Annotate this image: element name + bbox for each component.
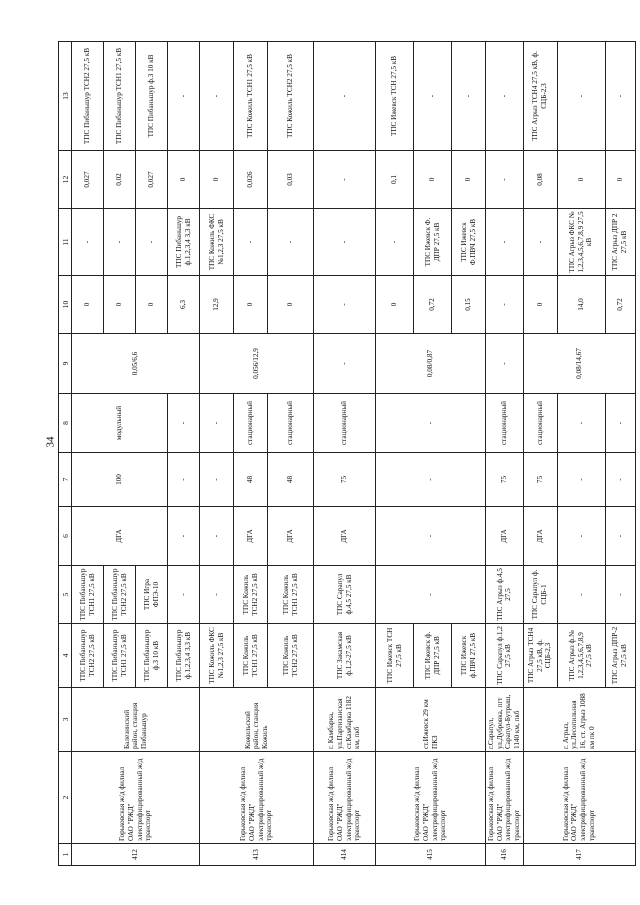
organization-cell: Горьковская ж/д филиал ОАО "РЖД" электрифицированный ж/д транспорт (486, 752, 524, 844)
row-number: 415 (376, 844, 486, 866)
col-header: 13 (59, 42, 72, 151)
cell: - (605, 394, 635, 453)
cell: ТПС Кожиль ФКС №1,2,3 27,5 кВ (200, 624, 234, 688)
cell: - (314, 209, 376, 276)
cell: - (72, 209, 104, 276)
cell: - (376, 209, 414, 276)
cell: ДГА (314, 507, 376, 566)
cell: 75 (523, 453, 557, 507)
cell: 0,72 (414, 276, 452, 334)
cell: ТПС Пибаньшур ТСН1 27,5 кВ (104, 42, 136, 151)
cell: стационарный (486, 394, 524, 453)
cell: - (104, 209, 136, 276)
cell: стационарный (523, 394, 557, 453)
cell: 0 (168, 151, 200, 209)
cell: 0 (376, 276, 414, 334)
cell: - (486, 209, 524, 276)
cell: - (200, 42, 234, 151)
cell: - (234, 209, 268, 276)
cell: 0,026 (234, 151, 268, 209)
cell: - (376, 507, 486, 566)
cell: - (314, 276, 376, 334)
cell: 0,03 (268, 151, 314, 209)
cell: 6,3 (168, 276, 200, 334)
cell: ТПС Ижевск ТСН 27,5 кВ (376, 624, 414, 688)
cell: - (486, 151, 524, 209)
cell: - (486, 334, 524, 394)
cell: ТПС Кожиль ТСН1 27,5 кВ (234, 624, 268, 688)
cell: 0,15 (452, 276, 486, 334)
cell: 75 (314, 453, 376, 507)
cell: - (376, 566, 486, 624)
col-header: 8 (59, 394, 72, 453)
cell: - (200, 453, 234, 507)
cell: ТПС Пибаньшур ф.3 10 кВ (136, 624, 168, 688)
row-number: 417 (523, 844, 635, 866)
cell: 0,72 (605, 276, 635, 334)
organization-cell: Горьковская ж/д филиал ОАО "РЖД" электрифицированный ж/д транспорт (376, 752, 486, 844)
cell: стационарный (234, 394, 268, 453)
cell: - (168, 42, 200, 151)
row-number: 412 (72, 844, 200, 866)
cell: 48 (268, 453, 314, 507)
location-cell: г. Агрыз, ул.Лесопильная 16, ст. Агрыз 1088 км пк 0 (523, 688, 635, 752)
cell: ТПС Пибаньшур ТСН2 27,5 кВ (72, 42, 104, 151)
row-number: 414 (314, 844, 376, 866)
cell: 0 (414, 151, 452, 209)
cell: ТПС Агрыз ф.4,5 27,5 (486, 566, 524, 624)
cell: 0,056/12,9 (200, 334, 314, 394)
location-cell: г. Камбарка, ул.Партизанская ст.Камбарка 1182 км, пкб (314, 688, 376, 752)
col-header: 3 (59, 688, 72, 752)
cell: ТПС Сарапул ф.4,5 27,5 кВ (314, 566, 376, 624)
cell: ТПС Пибаньшур ТСН2 27,5 кВ (104, 566, 136, 624)
cell: стационарный (314, 394, 376, 453)
data-table (58, 41, 636, 866)
cell: - (376, 394, 486, 453)
cell: ТПС Ижевск Ф. ДПР 27,5 кВ (414, 209, 452, 276)
cell: ДГА (523, 507, 557, 566)
cell: - (486, 42, 524, 151)
cell: - (605, 566, 635, 624)
col-header: 12 (59, 151, 72, 209)
cell: ТПС Ижевск ф.ПВЧ 27,5 кВ (452, 624, 486, 688)
location-cell: Кожильский район, станция Кожиль (200, 688, 314, 752)
location-cell: Балезинский район, станция Пибаньшур (72, 688, 200, 752)
cell: 0 (523, 276, 557, 334)
cell: 0,08/14,67 (523, 334, 635, 394)
cell: ТПС Сарапул ф. СЦБ-1 (523, 566, 557, 624)
cell: 0 (557, 151, 605, 209)
cell: ТПС Агрыз ТСН4 27,5 кВ, ф. СЦБ-2,3 (523, 42, 557, 151)
cell: - (168, 566, 200, 624)
cell: ТПС Кожиль ФКС №1,2,3 27,5 кВ (200, 209, 234, 276)
cell: стационарный (268, 394, 314, 453)
cell: ТПС Кожиль ТСН2 27,5 кВ (268, 624, 314, 688)
cell: - (605, 42, 635, 151)
cell: 14,0 (557, 276, 605, 334)
cell: - (168, 453, 200, 507)
cell: - (314, 151, 376, 209)
cell: 0 (200, 151, 234, 209)
col-header: 4 (59, 624, 72, 688)
col-header: 9 (59, 334, 72, 394)
cell: 0 (234, 276, 268, 334)
cell: - (452, 42, 486, 151)
cell: 0,08/0,87 (376, 334, 486, 394)
cell: ТПС Агрыз ТСН4 27,5 кВ, ф. СЦБ-2,3 (523, 624, 557, 688)
organization-cell: Горьковская ж/д филиал ОАО "РЖД" электрифицированный ж/д транспорт (72, 752, 200, 844)
cell: ТПС Агрыз ФКС № 1,2,3,4,5,6,7,8,9 27,5 кВ (557, 209, 605, 276)
cell: 0 (104, 276, 136, 334)
cell: - (557, 566, 605, 624)
cell: - (376, 453, 486, 507)
col-header: 6 (59, 507, 72, 566)
organization-cell: Горьковская ж/д филиал ОАО "РЖД" электрифицированный ж/д транспорт (523, 752, 635, 844)
table-row (486, 42, 524, 866)
col-header: 7 (59, 453, 72, 507)
table-row (72, 42, 104, 866)
cell: модульный (72, 394, 168, 453)
cell: - (557, 507, 605, 566)
cell: ДГА (268, 507, 314, 566)
cell: ТПС Ижевск ф. ДПР 27,5 кВ (414, 624, 452, 688)
cell: ТПС Пибаньшур ТСН2 27,5 кВ (72, 624, 104, 688)
cell: - (168, 507, 200, 566)
cell: 0,05/6,6 (72, 334, 200, 394)
cell: - (314, 334, 376, 394)
cell: ТПС Кожиль ТСН1 27,5 кВ (268, 566, 314, 624)
organization-cell: Горьковская ж/д филиал ОАО "РЖД" электрифицированный ж/д транспорт (314, 752, 376, 844)
cell: - (486, 276, 524, 334)
cell: ТПС Агрыз ДПР-2 27,5 кВ (605, 624, 635, 688)
col-header: 5 (59, 566, 72, 624)
rotated-table-page (58, 42, 629, 866)
cell: ТПС Пибаньшур ф.3 10 кВ (136, 42, 168, 151)
cell: 0,02 (104, 151, 136, 209)
cell: 100 (72, 453, 168, 507)
row-number: 416 (486, 844, 524, 866)
cell: - (314, 42, 376, 151)
cell: ТПС Ижевск Ф.ПВЧ 27,5 кВ (452, 209, 486, 276)
cell: 0 (136, 276, 168, 334)
cell: - (414, 42, 452, 151)
table-row (523, 42, 557, 866)
cell: ТПС Ижевск ТСН 27,5 кВ (376, 42, 414, 151)
location-cell: ст.Ижевск 29 км ПКЗ (376, 688, 486, 752)
cell: ДГА (486, 507, 524, 566)
cell: - (200, 507, 234, 566)
cell: 48 (234, 453, 268, 507)
column-number-row (59, 42, 72, 866)
cell: 12,9 (200, 276, 234, 334)
cell: ТПС Кожиль ТСН2 27,5 кВ (268, 42, 314, 151)
cell: - (557, 453, 605, 507)
col-header: 1 (59, 844, 72, 866)
table-row (376, 42, 414, 866)
page-number: 34 (44, 436, 57, 448)
cell: - (200, 566, 234, 624)
cell: 0 (605, 151, 635, 209)
cell: ТПС Игра ФПЭ-10 (136, 566, 168, 624)
cell: ТПС Агрыз ДПР 2 27,5 кВ (605, 209, 635, 276)
cell: 0 (72, 276, 104, 334)
cell: - (268, 209, 314, 276)
table-row (314, 42, 376, 866)
col-header: 2 (59, 752, 72, 844)
organization-cell: Горьковская ж/д филиал ОАО "РЖД" электрифицированный ж/д транспорт (200, 752, 314, 844)
cell: ТПС Закамская ф.1,2-27,5 кВ (314, 624, 376, 688)
cell: 75 (486, 453, 524, 507)
table-row (200, 42, 234, 866)
cell: ТПС Пибаньшур ТСН1 27,5 кВ (72, 566, 104, 624)
cell: 0,027 (72, 151, 104, 209)
cell: 0,027 (136, 151, 168, 209)
cell: - (200, 394, 234, 453)
col-header: 11 (59, 209, 72, 276)
cell: ТПС Пибаньшур ф.1,2,3,4 3,3 кВ (168, 209, 200, 276)
col-header: 10 (59, 276, 72, 334)
location-cell: г.Сарапул, ул.Дубровка, пгт Сарапул-Бутрыш, 1140 км, пкб (486, 688, 524, 752)
cell: - (557, 42, 605, 151)
cell: 0 (268, 276, 314, 334)
cell: - (605, 507, 635, 566)
cell: - (168, 394, 200, 453)
cell: ТПС Пибаньшур ф.1,2,3,4 3,3 кВ (168, 624, 200, 688)
cell: 0 (452, 151, 486, 209)
cell: - (523, 209, 557, 276)
cell: - (605, 453, 635, 507)
cell: ТПС Пибаньшур ТСН1 27,5 кВ (104, 624, 136, 688)
cell: - (557, 394, 605, 453)
cell: ТПС Кожиль ТСН1 27,5 кВ (234, 42, 268, 151)
cell: 0,1 (376, 151, 414, 209)
cell: ТПС Кожиль ТСН2 27,5 кВ (234, 566, 268, 624)
cell: ДГА (234, 507, 268, 566)
cell: ТПС Сарапул ф.1,2 27,5 кВ (486, 624, 524, 688)
cell: 0,08 (523, 151, 557, 209)
cell: ТПС Агрыз ф.№ 1,2,3,4,5,6,7,8,9 27,5 кВ (557, 624, 605, 688)
cell: ДГА (72, 507, 168, 566)
row-number: 413 (200, 844, 314, 866)
cell: - (136, 209, 168, 276)
